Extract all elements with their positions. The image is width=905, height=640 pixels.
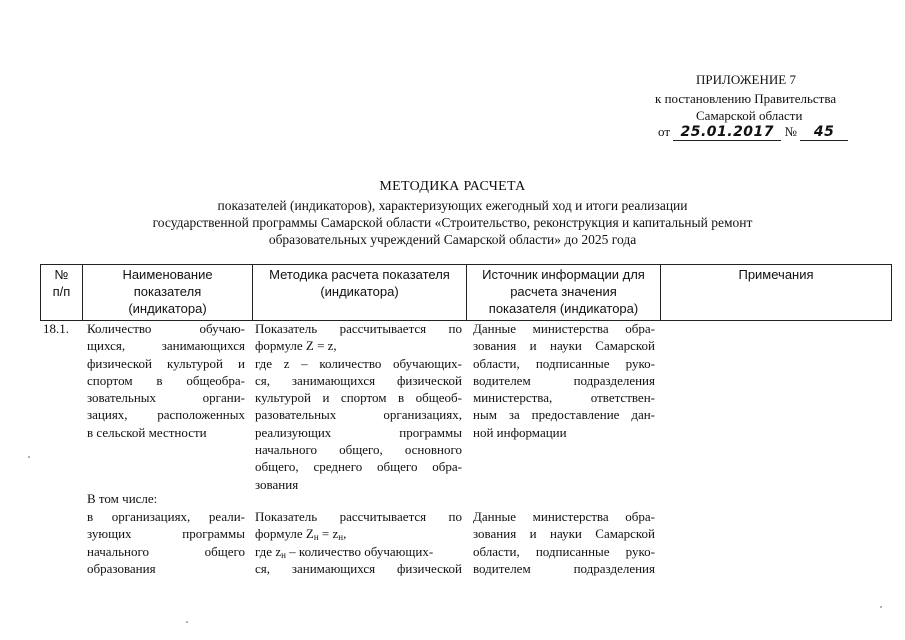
text-line: Данные министерства обра- (473, 321, 655, 336)
text-line: зования и науки Самарской (473, 526, 655, 542)
text-line: водителем подразделения (473, 560, 655, 576)
appendix-region-line: Самарской области (696, 108, 803, 123)
row-number: 18.1. (43, 321, 69, 336)
where-line (255, 543, 462, 560)
text-line: где z – количество обучающих- (255, 355, 462, 371)
subtitle-line: образовательных учреждений Самарской области» до 2025 года (268, 232, 637, 247)
text-line: Показатель рассчитывается по (255, 509, 462, 524)
text-line: министерства, ответствен- (473, 390, 655, 406)
appendix-title: ПРИЛОЖЕНИЕ 7 (696, 72, 796, 87)
handwritten-date: 25.01.2017 (673, 125, 781, 141)
row2-information-source (473, 508, 655, 577)
header-notes-line: Примечания (738, 267, 814, 282)
header-number-line: № (54, 267, 69, 282)
formula-subscript: н (313, 532, 319, 543)
text-line: в организациях, реали- (87, 509, 245, 524)
formula-subscript: н (338, 532, 344, 543)
number-prefix: № (784, 124, 797, 139)
text-line: общего, среднего общего обра- (255, 459, 462, 475)
text-line: зования (255, 476, 299, 492)
subtitle-line: государственной программы Самарской области «Строительство, реконструкция и капитальный ремонт (152, 215, 753, 230)
text-line: водителем подразделения (473, 372, 655, 388)
text-line: спортом в общеобра- (87, 372, 245, 388)
where-text: где z (255, 543, 282, 559)
row1-indicator-name (87, 320, 245, 441)
text-line: области, подписанные руко- (473, 355, 655, 371)
scan-speck (186, 621, 188, 623)
header-method-line: Методика расчета показателя (269, 267, 450, 282)
header-notes (661, 266, 891, 283)
text-line: зующих программы (87, 526, 245, 542)
scan-speck (28, 456, 30, 458)
text-line: начального общего (87, 543, 245, 559)
header-method-line: (индикатора) (320, 284, 399, 299)
header-source-line: Источник информации для (482, 267, 645, 282)
text-line: ся, занимающихся физической (255, 560, 462, 576)
header-source-line: показателя (индикатора) (488, 301, 639, 316)
text-line: ной информации (473, 424, 567, 440)
text-line: зациях, расположенных (87, 407, 245, 423)
header-name-line: Наименование (122, 267, 213, 282)
subtitle-line: показателей (индикаторов), характеризующих ежегодный ход и итоги реализации (217, 198, 688, 213)
header-number (41, 266, 82, 300)
header-source-line: расчета значения (510, 284, 617, 299)
where-subscript: н (281, 549, 286, 560)
text-line: Данные министерства обра- (473, 509, 655, 524)
text-line: Показатель рассчитывается по (255, 321, 462, 336)
appendix-date-number-row (658, 124, 848, 141)
text-line: образования (87, 560, 156, 576)
row1-information-source (473, 320, 655, 441)
header-calculation-method (253, 266, 466, 300)
row1-calculation-method (255, 320, 462, 493)
text-line: зования и науки Самарской (473, 338, 655, 354)
where-text: – количество обучающих- (285, 543, 434, 559)
text-line: ся, занимающихся физической (255, 372, 462, 388)
handwritten-number: 45 (800, 125, 848, 141)
formula-text: = z (318, 526, 339, 542)
text-line: в сельской местности (87, 424, 207, 440)
header-name-line: показателя (133, 284, 202, 299)
table-col-divider (891, 264, 892, 321)
formula-line: формуле Z = z, (255, 338, 337, 354)
appendix-decree-line: к постановлению Правительства (655, 91, 837, 106)
header-name-line: (индикатора) (128, 301, 207, 316)
formula-text: , (343, 526, 347, 542)
document-title: МЕТОДИКА РАСЧЕТА (379, 179, 526, 194)
document-subtitle (60, 197, 845, 248)
subgroup-label: В том числе: (87, 491, 158, 506)
text-line: культурой и спортом в общеоб- (255, 390, 462, 406)
row2-indicator-name (87, 508, 245, 577)
text-line: Количество обучаю- (87, 321, 245, 336)
text-line: физической культурой и (87, 355, 245, 371)
header-information-source (467, 266, 660, 317)
header-indicator-name (83, 266, 252, 317)
text-line: начального общего, основного (255, 442, 462, 458)
text-line: разовательных организациях, (255, 407, 462, 423)
formula-line (255, 525, 462, 542)
text-line: щихся, занимающихся (87, 338, 245, 354)
formula-text: формуле Z (255, 526, 314, 542)
text-line: зовательных органи- (87, 390, 245, 406)
scan-speck (880, 606, 882, 608)
row2-calculation-method (255, 508, 462, 577)
text-line: области, подписанные руко- (473, 543, 655, 559)
text-line: реализующих программы (255, 424, 462, 440)
text-line: ным за предоставление дан- (473, 407, 655, 423)
date-prefix: от (658, 124, 671, 139)
header-number-line: п/п (52, 284, 71, 299)
